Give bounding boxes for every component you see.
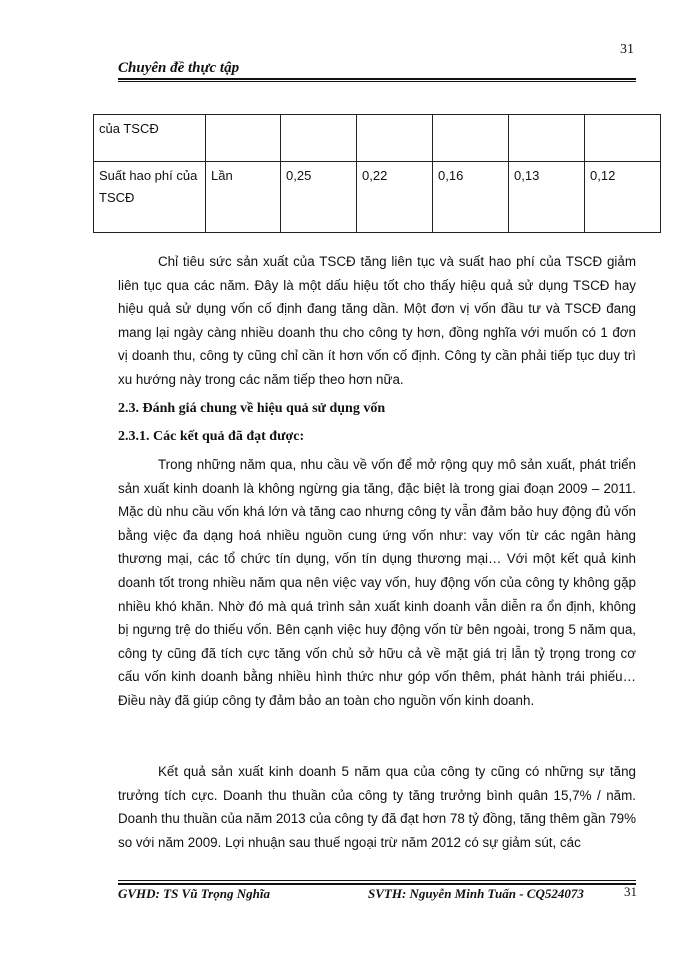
footer-rule — [118, 883, 636, 885]
section-heading-2-3: 2.3. Đánh giá chung về hiệu quả sử dụng vốn — [118, 401, 386, 416]
table-row — [94, 162, 661, 233]
table-cell: 0,12 — [585, 162, 661, 233]
page-number-bottom: 31 — [624, 884, 637, 899]
table-cell: 0,13 — [509, 162, 585, 233]
footer-supervisor: GVHD: TS Vũ Trọng Nghĩa — [118, 886, 270, 901]
footer-rule-thin — [118, 880, 636, 881]
table-cell — [433, 115, 509, 162]
table-cell — [281, 115, 357, 162]
header-rule-thin — [118, 81, 636, 82]
table-cell: 0,16 — [433, 162, 509, 233]
table-cell — [206, 115, 281, 162]
page-number-top: 31 — [620, 42, 634, 57]
table-cell — [509, 115, 585, 162]
section-heading-2-3-1: 2.3.1. Các kết quả đã đạt được: — [118, 429, 305, 444]
header-title: Chuyên đề thực tập — [118, 60, 240, 76]
table-cell: 0,25 — [281, 162, 357, 233]
table-cell: Suất hao phí của TSCĐ — [94, 162, 206, 233]
table-cell — [357, 115, 433, 162]
data-table — [93, 114, 661, 233]
paragraph-1: Chỉ tiêu sức sản xuất của TSCĐ tăng liên tục và suất hao phí của TSCĐ giảm liên tục qua các năm. Đây là một dấu hiệu tốt cho thấy hiệu quả sử dụng TSCĐ hay hiệu quả sử dụng vốn cố định đang tăng dần. Một đơn vị vốn đầu tư và TSCĐ đang mang lại ngày càng nhiều doanh thu cho công ty hơn, đồng nghĩa với muốn có 1 đơn vị doanh thu, công ty cũng chỉ cần ít hơn vốn cố định. Công ty cần phải tiếp tục duy trì xu hướng này trong các năm tiếp theo hơn nữa. — [118, 254, 636, 387]
paragraph-2: Trong những năm qua, nhu cầu về vốn để mở rộng quy mô sản xuất, phát triển sản xuất kinh doanh là không ngừng gia tăng, đặc biệt là trong giai đoạn 2009 – 2011. Mặc dù nhu cầu vốn khá lớn và tăng cao nhưng công ty vẫn đảm bảo huy động đủ vốn bằng việc đa dạng hoá nhiều nguồn cung ứng vốn như: vay vốn từ các ngân hàng thương mại, các tổ chức tín dụng, vốn tín dụng thương mại… Với một kết quả kinh doanh tốt trong nhiều năm qua nên việc vay vốn, huy động vốn của công ty không gặp nhiều khó khăn. Nhờ đó mà quá trình sản xuất kinh doanh vẫn diễn ra ổn định, không bị ngưng trệ do thiếu vốn. Bên cạnh việc huy động vốn từ bên ngoài, trong 5 năm qua, công ty cũng đã tích cực tăng vốn chủ sở hữu cả về mặt giá trị lẫn tỷ trọng trong cơ cấu vốn kinh doanh bằng nhiều hình thức như góp vốn thêm, phát hành trái phiếu… Điều này đã giúp công ty đảm bảo an toàn cho nguồn vốn kinh doanh. — [118, 457, 636, 708]
table-cell: của TSCĐ — [94, 115, 206, 162]
table-cell — [585, 115, 661, 162]
header-rule — [118, 78, 636, 80]
table-cell: 0,22 — [357, 162, 433, 233]
footer-student: SVTH: Nguyễn Minh Tuấn - CQ524073 — [368, 886, 584, 901]
table-cell: Lần — [206, 162, 281, 233]
table-row — [94, 115, 661, 162]
paragraph-3: Kết quả sản xuất kinh doanh 5 năm qua của công ty cũng có những sự tăng trưởng tích cực. Doanh thu thuần của công ty tăng trưởng bình quân 15,7% / năm. Doanh thu thuần của năm 2013 của công ty đã đạt hơn 78 tỷ đồng, tăng thêm gần 79% so với năm 2009. Lợi nhuận sau thuế ngoại trừ năm 2012 có sự giảm sút, các — [118, 764, 636, 850]
